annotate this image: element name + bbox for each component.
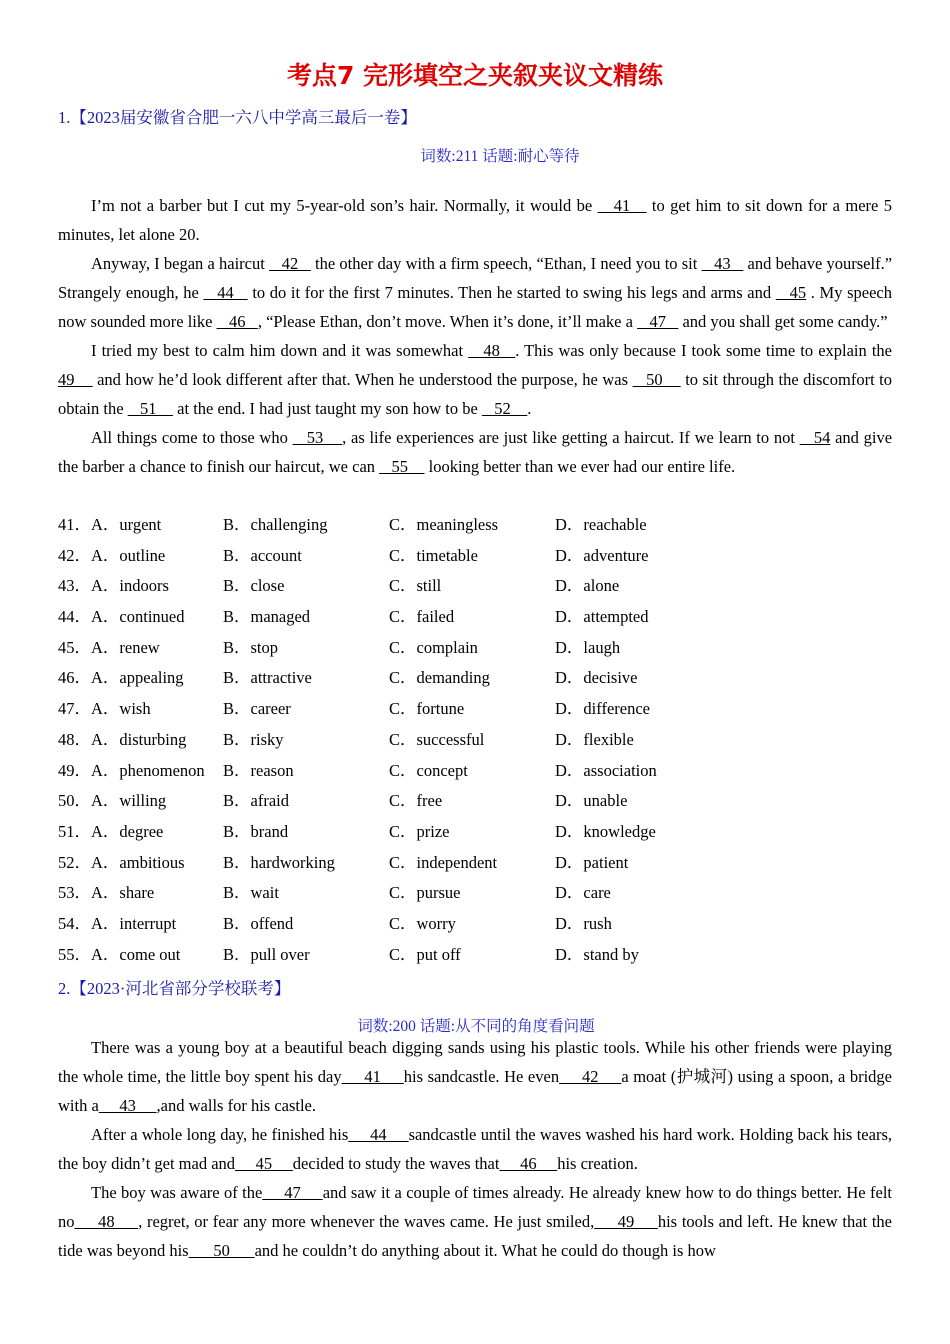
option-choice[interactable]: A．appealing bbox=[91, 668, 184, 688]
paragraph bbox=[58, 1033, 892, 1120]
option-choice[interactable]: B．wait bbox=[223, 883, 279, 903]
option-choice[interactable]: A．indoors bbox=[91, 576, 169, 596]
blank[interactable]: 46 bbox=[499, 1154, 558, 1173]
option-choice[interactable]: C．pursue bbox=[389, 883, 461, 903]
section-2-source: 2.【2023·河北省部分学校联考】 bbox=[58, 979, 291, 998]
option-choice[interactable]: D．knowledge bbox=[555, 821, 656, 841]
blank[interactable]: 42 bbox=[559, 1067, 622, 1086]
option-choice[interactable]: C．successful bbox=[389, 729, 485, 749]
option-row bbox=[58, 728, 892, 759]
option-choice[interactable]: A．continued bbox=[91, 607, 185, 627]
passage-text: to get him to sit down for a mere 5 minutes, let alone 20. bbox=[58, 196, 893, 244]
section-2-passage bbox=[58, 1033, 892, 1265]
option-choice[interactable]: C．meaningless bbox=[389, 515, 499, 534]
option-choice[interactable]: D．association bbox=[555, 760, 657, 780]
option-choice[interactable]: B．account bbox=[223, 545, 302, 565]
option-choice[interactable]: D．alone bbox=[555, 576, 620, 596]
paragraph bbox=[58, 249, 892, 336]
passage-text: I tried my best to calm him down and it was somewhat bbox=[91, 341, 469, 360]
option-row bbox=[58, 759, 892, 790]
passage-text: a moat (护城河) using a spoon, a bridge with a bbox=[58, 1067, 893, 1115]
blank[interactable]: 50 bbox=[632, 370, 681, 389]
option-choice[interactable]: C．fortune bbox=[389, 699, 465, 719]
option-choice[interactable]: B．managed bbox=[223, 607, 311, 627]
question-number: 50． bbox=[58, 791, 91, 811]
paragraph bbox=[58, 1178, 892, 1265]
page-title: 考点7 完形填空之夹叙夹议文精练 bbox=[286, 61, 664, 90]
blank[interactable]: 47 bbox=[637, 312, 679, 331]
option-choice[interactable]: B．attractive bbox=[223, 668, 312, 688]
option-row bbox=[58, 513, 892, 544]
paragraph bbox=[58, 191, 892, 249]
passage-text: . My speech now sounded more like bbox=[58, 283, 893, 331]
paragraph bbox=[58, 336, 892, 423]
blank[interactable]: 52 bbox=[481, 399, 528, 418]
blank[interactable]: 42 bbox=[269, 254, 311, 273]
section-1-source: 1.【2023届安徽省合肥一六八中学高三最后一卷】 bbox=[58, 108, 417, 127]
option-choice[interactable]: D．attempted bbox=[555, 607, 649, 627]
blank[interactable]: 47 bbox=[262, 1183, 323, 1202]
passage-text: at the end. I had just taught my son how to be bbox=[173, 399, 482, 418]
question-number: 54． bbox=[58, 913, 91, 933]
option-choice[interactable]: C．free bbox=[389, 791, 443, 811]
option-choice[interactable]: C．worry bbox=[389, 913, 456, 933]
option-choice[interactable]: A．ambitious bbox=[91, 852, 185, 872]
blank[interactable]: 49 bbox=[58, 370, 93, 389]
passage-text: and saw it a couple of times already. He already knew how to do things better. He felt no bbox=[58, 1183, 892, 1231]
option-choice[interactable]: B．hardworking bbox=[223, 852, 335, 872]
question-number: 52． bbox=[58, 852, 91, 872]
question-number: 45． bbox=[58, 637, 91, 657]
option-choice[interactable]: C．timetable bbox=[389, 545, 478, 565]
blank[interactable]: 53 bbox=[292, 428, 343, 447]
option-choice[interactable]: A．phenomenon bbox=[91, 760, 205, 780]
option-choice[interactable]: A．share bbox=[91, 883, 155, 903]
option-choice[interactable]: B．reason bbox=[223, 760, 294, 780]
passage-text: Anyway, I began a haircut bbox=[91, 254, 270, 273]
option-row bbox=[58, 789, 892, 820]
question-number: 48． bbox=[58, 729, 91, 749]
option-choice[interactable]: D．reachable bbox=[555, 515, 647, 534]
passage-text: and give the barber a chance to finish our haircut, we can bbox=[58, 428, 893, 476]
question-number: 53． bbox=[58, 883, 91, 903]
option-choice[interactable]: D．difference bbox=[555, 699, 650, 719]
blank[interactable]: 43 bbox=[701, 254, 744, 273]
blank[interactable]: 43 bbox=[98, 1096, 157, 1115]
paragraph bbox=[58, 1120, 892, 1178]
passage-text: and he couldn’t do anything about it. What he could do though is how bbox=[254, 1241, 716, 1260]
passage-text: All things come to those who bbox=[91, 428, 293, 447]
passage-text: The boy was aware of the bbox=[91, 1183, 263, 1202]
blank[interactable]: 48 bbox=[74, 1212, 139, 1231]
option-row bbox=[58, 605, 892, 636]
section-2-meta: 词数:200 话题:从不同的角度看问题 bbox=[357, 1018, 595, 1035]
option-choice[interactable]: B．career bbox=[223, 699, 291, 719]
option-row bbox=[58, 697, 892, 728]
blank[interactable]: 46 bbox=[216, 312, 258, 331]
question-number: 42． bbox=[58, 545, 91, 565]
question-number: 49． bbox=[58, 760, 91, 780]
blank[interactable]: 45 bbox=[775, 283, 807, 302]
question-number: 51． bbox=[58, 821, 91, 841]
option-choice[interactable]: A．outline bbox=[91, 545, 166, 565]
passage-text: decided to study the waves that bbox=[292, 1154, 500, 1173]
option-choice[interactable]: A．renew bbox=[91, 637, 160, 657]
passage-text: and you shall get some candy.” bbox=[678, 312, 888, 331]
option-choice[interactable]: B．offend bbox=[223, 913, 294, 933]
option-choice[interactable]: C．prize bbox=[389, 821, 450, 841]
question-number: 41． bbox=[58, 515, 91, 534]
question-number: 46． bbox=[58, 668, 91, 688]
option-choice[interactable]: B．pull over bbox=[223, 944, 310, 964]
blank[interactable]: 49 bbox=[594, 1212, 658, 1231]
option-choice[interactable]: B．close bbox=[223, 576, 285, 596]
passage-text: and behave yourself.” Strangely enough, he bbox=[58, 254, 893, 302]
section-1-passage bbox=[58, 191, 892, 481]
passage-text: . bbox=[527, 399, 532, 418]
option-choice[interactable]: D．flexible bbox=[555, 729, 634, 749]
paragraph bbox=[58, 423, 892, 481]
question-number: 44． bbox=[58, 607, 91, 627]
option-choice[interactable]: C．complain bbox=[389, 637, 478, 657]
option-choice[interactable]: A．willing bbox=[91, 791, 167, 811]
option-choice[interactable]: C．failed bbox=[389, 607, 455, 627]
option-choice[interactable]: D．unable bbox=[555, 791, 628, 811]
blank[interactable]: 41 bbox=[597, 196, 647, 215]
option-choice[interactable]: B．stop bbox=[223, 637, 279, 657]
option-choice[interactable]: D．rush bbox=[555, 913, 612, 933]
question-number: 55． bbox=[58, 944, 91, 964]
passage-text: , as life experiences are just like getting a haircut. If we learn to not bbox=[342, 428, 800, 447]
passage-text: , “Please Ethan, don’t move. When it’s done, it’ll make a bbox=[257, 312, 638, 331]
passage-text: , regret, or fear any more whenever the waves came. He just smiled, bbox=[138, 1212, 595, 1231]
passage-text: There was a young boy at a beautiful beach digging sands using his plastic tools. While his other friends were playing the whole time, the little boy spent his day bbox=[58, 1038, 892, 1086]
option-choice[interactable]: A．urgent bbox=[91, 515, 162, 534]
passage-text: sandcastle until the waves washed his hard work. Holding back his tears, the boy didn’t get mad and bbox=[58, 1125, 892, 1173]
option-row bbox=[58, 574, 892, 605]
option-choice[interactable]: C．demanding bbox=[389, 668, 490, 688]
passage-text: to do it for the first 7 minutes. Then he started to swing his legs and arms and bbox=[247, 283, 776, 302]
option-row bbox=[58, 912, 892, 943]
option-choice[interactable]: D．patient bbox=[555, 852, 629, 872]
option-choice[interactable]: B．afraid bbox=[223, 791, 289, 811]
passage-text: ,and walls for his castle. bbox=[156, 1096, 317, 1115]
option-row bbox=[58, 636, 892, 667]
option-choice[interactable]: A．disturbing bbox=[91, 729, 187, 749]
option-choice[interactable]: D．decisive bbox=[555, 668, 638, 688]
option-row bbox=[58, 851, 892, 882]
passage-text: . This was only because I took some time to explain the bbox=[515, 341, 893, 360]
option-choice[interactable]: C．still bbox=[389, 576, 442, 596]
passage-text: and how he’d look different after that. When he understood the purpose, he was bbox=[92, 370, 633, 389]
passage-text: to sit through the discomfort to obtain the bbox=[58, 370, 893, 418]
blank[interactable]: 45 bbox=[235, 1154, 293, 1173]
option-choice[interactable]: D．laugh bbox=[555, 637, 621, 657]
blank[interactable]: 44 bbox=[348, 1125, 409, 1144]
option-row bbox=[58, 943, 892, 974]
blank[interactable]: 55 bbox=[379, 457, 425, 476]
option-choice[interactable]: A．wish bbox=[91, 699, 151, 719]
section-1-options bbox=[58, 513, 892, 973]
question-number: 43． bbox=[58, 576, 91, 596]
passage-text: his creation. bbox=[557, 1154, 638, 1173]
blank[interactable]: 41 bbox=[341, 1067, 404, 1086]
option-choice[interactable]: C．put off bbox=[389, 944, 461, 964]
option-choice[interactable]: D．stand by bbox=[555, 944, 639, 964]
blank[interactable]: 51 bbox=[127, 399, 174, 418]
option-choice[interactable]: D．adventure bbox=[555, 545, 649, 565]
option-choice[interactable]: D．care bbox=[555, 883, 611, 903]
passage-text: looking better than we ever had our entire life. bbox=[424, 457, 736, 476]
question-number: 47． bbox=[58, 699, 91, 719]
passage-text: his sandcastle. He even bbox=[403, 1067, 560, 1086]
option-choice[interactable]: A．degree bbox=[91, 821, 164, 841]
option-row bbox=[58, 881, 892, 912]
option-row bbox=[58, 666, 892, 697]
option-choice[interactable]: C．independent bbox=[389, 852, 498, 872]
option-choice[interactable]: B．risky bbox=[223, 729, 284, 749]
option-choice[interactable]: C．concept bbox=[389, 760, 468, 780]
option-choice[interactable]: A．come out bbox=[91, 944, 181, 964]
option-choice[interactable]: B．brand bbox=[223, 821, 289, 841]
option-choice[interactable]: B．challenging bbox=[223, 515, 328, 534]
passage-text: I’m not a barber but I cut my 5-year-old son’s hair. Normally, it would be bbox=[91, 196, 598, 215]
passage-text: After a whole long day, he finished his bbox=[91, 1125, 349, 1144]
option-row bbox=[58, 820, 892, 851]
blank[interactable]: 54 bbox=[799, 428, 831, 447]
passage-text: the other day with a firm speech, “Ethan, I need you to sit bbox=[310, 254, 702, 273]
option-row bbox=[58, 544, 892, 575]
blank[interactable]: 44 bbox=[203, 283, 248, 302]
option-choice[interactable]: A．interrupt bbox=[91, 913, 177, 933]
blank[interactable]: 50 bbox=[188, 1241, 255, 1260]
passage-text: his tools and left. He knew that the tide was beyond his bbox=[58, 1212, 892, 1260]
blank[interactable]: 48 bbox=[468, 341, 516, 360]
section-1-meta: 词数:211 话题:耐心等待 bbox=[420, 148, 580, 165]
